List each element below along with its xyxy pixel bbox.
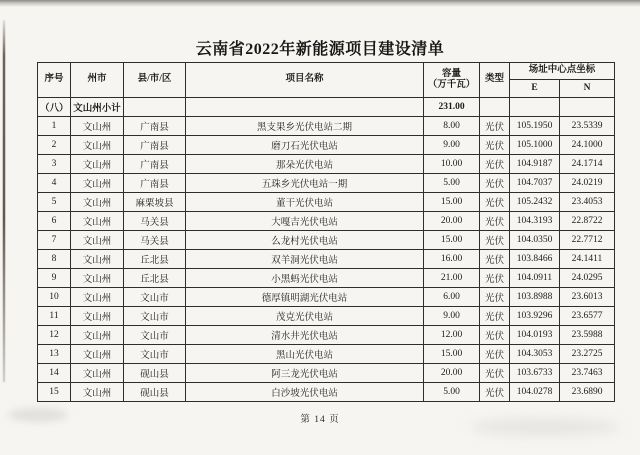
cell-capacity: 5.00 [424,174,480,193]
cell-project-name: 磨刀石光伏电站 [186,136,424,155]
subtotal-east [510,98,560,117]
cell-county: 广南县 [124,174,186,193]
cell-north-coordinate: 23.7463 [560,364,615,383]
cell-prefecture: 文山州 [71,174,124,193]
table-row [38,155,615,174]
cell-type: 光伏 [480,117,510,136]
cell-type: 光伏 [480,136,510,155]
cell-seq: 2 [38,136,71,155]
header-east: E [510,80,560,98]
subtotal-label: 文山州小计 [71,98,124,117]
cell-capacity: 5.00 [424,383,480,402]
cell-project-name: 黑山光伏电站 [186,345,424,364]
cell-prefecture: 文山州 [71,136,124,155]
cell-seq: 15 [38,383,71,402]
cell-north-coordinate: 22.7712 [560,231,615,250]
cell-project-name: 白沙坡光伏电站 [186,383,424,402]
table-row [38,174,615,193]
cell-type: 光伏 [480,193,510,212]
subtotal-type [480,98,510,117]
table-row [38,383,615,402]
subtotal-north [560,98,615,117]
header-capacity-line1: 容量 [441,68,461,79]
subtotal-row [38,98,615,117]
cell-prefecture: 文山州 [71,288,124,307]
cell-county: 麻栗坡县 [124,193,186,212]
cell-prefecture: 文山州 [71,383,124,402]
cell-east-coordinate: 105.1950 [510,117,560,136]
table-row [38,117,615,136]
cell-county: 广南县 [124,117,186,136]
cell-project-name: 德厚镇明湖光伏电站 [186,288,424,307]
cell-north-coordinate: 24.0219 [560,174,615,193]
cell-project-name: 大嘎吉光伏电站 [186,212,424,231]
cell-north-coordinate: 23.5339 [560,117,615,136]
cell-capacity: 9.00 [424,307,480,326]
cell-county: 文山市 [124,288,186,307]
header-coords-group: 场址中心点坐标 [510,63,615,80]
header-north: N [560,80,615,98]
cell-project-name: 五珠乡光伏电站一期 [186,174,424,193]
cell-east-coordinate: 104.0278 [510,383,560,402]
table-row [38,288,615,307]
header-type: 类型 [480,63,510,98]
cell-prefecture: 文山州 [71,117,124,136]
table-row [38,269,615,288]
cell-seq: 10 [38,288,71,307]
subtotal-project [186,98,424,117]
cell-type: 光伏 [480,383,510,402]
cell-east-coordinate: 103.8988 [510,288,560,307]
table-row [38,250,615,269]
subtotal-seq: （八） [38,98,71,117]
table-row [38,231,615,250]
cell-capacity: 15.00 [424,345,480,364]
cell-seq: 5 [38,193,71,212]
cell-seq: 11 [38,307,71,326]
cell-project-name: 清水井光伏电站 [186,326,424,345]
cell-prefecture: 文山州 [71,155,124,174]
cell-north-coordinate: 24.0295 [560,269,615,288]
cell-county: 广南县 [124,136,186,155]
cell-county: 文山市 [124,345,186,364]
cell-project-name: 那朵光伏电站 [186,155,424,174]
cell-type: 光伏 [480,155,510,174]
cell-seq: 14 [38,364,71,383]
cell-county: 丘北县 [124,269,186,288]
cell-east-coordinate: 103.6733 [510,364,560,383]
cell-capacity: 12.00 [424,326,480,345]
scan-top-edge [0,0,640,7]
cell-capacity: 21.00 [424,269,480,288]
cell-north-coordinate: 24.1000 [560,136,615,155]
cell-seq: 6 [38,212,71,231]
cell-project-name: 茂克光伏电站 [186,307,424,326]
cell-east-coordinate: 104.3193 [510,212,560,231]
cell-type: 光伏 [480,364,510,383]
cell-type: 光伏 [480,326,510,345]
subtotal-capacity: 231.00 [424,98,480,117]
cell-prefecture: 文山州 [71,212,124,231]
cell-prefecture: 文山州 [71,231,124,250]
cell-seq: 3 [38,155,71,174]
header-prefecture: 州市 [71,63,124,98]
header-county: 县/市/区 [124,63,186,98]
table-row [38,345,615,364]
cell-north-coordinate: 24.1411 [560,250,615,269]
cell-county: 马关县 [124,231,186,250]
cell-north-coordinate: 23.2725 [560,345,615,364]
cell-seq: 1 [38,117,71,136]
cell-capacity: 15.00 [424,231,480,250]
cell-project-name: 阿三龙光伏电站 [186,364,424,383]
cell-east-coordinate: 104.7037 [510,174,560,193]
cell-type: 光伏 [480,174,510,193]
cell-north-coordinate: 23.6890 [560,383,615,402]
table-header [38,63,615,98]
cell-seq: 8 [38,250,71,269]
table-row [38,212,615,231]
cell-east-coordinate: 104.9187 [510,155,560,174]
cell-north-coordinate: 23.6577 [560,307,615,326]
cell-type: 光伏 [480,345,510,364]
cell-seq: 7 [38,231,71,250]
cell-capacity: 9.00 [424,136,480,155]
header-capacity [424,63,480,98]
cell-prefecture: 文山州 [71,326,124,345]
cell-prefecture: 文山州 [71,364,124,383]
cell-prefecture: 文山州 [71,345,124,364]
cell-seq: 4 [38,174,71,193]
cell-north-coordinate: 23.5988 [560,326,615,345]
cell-type: 光伏 [480,212,510,231]
cell-seq: 13 [38,345,71,364]
cell-prefecture: 文山州 [71,269,124,288]
cell-prefecture: 文山州 [71,250,124,269]
table-row [38,193,615,212]
cell-east-coordinate: 104.0350 [510,231,560,250]
cell-seq: 9 [38,269,71,288]
cell-prefecture: 文山州 [71,193,124,212]
scan-left-edge [3,20,5,382]
header-seq: 序号 [38,63,71,98]
cell-project-name: 小黑蚂光伏电站 [186,269,424,288]
table-row [38,326,615,345]
cell-east-coordinate: 104.0911 [510,269,560,288]
cell-capacity: 15.00 [424,193,480,212]
cell-prefecture: 文山州 [71,307,124,326]
cell-north-coordinate: 24.1714 [560,155,615,174]
cell-county: 砚山县 [124,364,186,383]
page-title: 云南省2022年新能源项目建设清单 [195,41,445,58]
cell-capacity: 20.00 [424,212,480,231]
cell-capacity: 10.00 [424,155,480,174]
cell-county: 马关县 [124,212,186,231]
projects-table [37,62,615,402]
cell-north-coordinate: 23.6013 [560,288,615,307]
cell-type: 光伏 [480,288,510,307]
cell-capacity: 8.00 [424,117,480,136]
cell-east-coordinate: 103.9296 [510,307,560,326]
cell-county: 文山市 [124,307,186,326]
cell-east-coordinate: 105.1000 [510,136,560,155]
cell-project-name: 董干光伏电站 [186,193,424,212]
cell-capacity: 16.00 [424,250,480,269]
cell-north-coordinate: 22.8722 [560,212,615,231]
cell-east-coordinate: 104.0193 [510,326,560,345]
page-number: 第 14 页 [300,415,340,425]
cell-project-name: 黑支果乡光伏电站二期 [186,117,424,136]
cell-project-name: 双羊洞光伏电站 [186,250,424,269]
header-project: 项目名称 [186,63,424,98]
table-body [38,98,615,402]
cell-project-name: 么龙村光伏电站 [186,231,424,250]
cell-county: 文山市 [124,326,186,345]
cell-east-coordinate: 105.2432 [510,193,560,212]
cell-east-coordinate: 103.8466 [510,250,560,269]
table-row [38,364,615,383]
table-row [38,307,615,326]
header-capacity-line2: （万千瓦） [427,80,476,90]
cell-type: 光伏 [480,250,510,269]
cell-east-coordinate: 104.3053 [510,345,560,364]
table-row [38,136,615,155]
cell-type: 光伏 [480,269,510,288]
cell-type: 光伏 [480,231,510,250]
cell-county: 丘北县 [124,250,186,269]
cell-seq: 12 [38,326,71,345]
cell-county: 砚山县 [124,383,186,402]
subtotal-county [124,98,186,117]
cell-north-coordinate: 23.4053 [560,193,615,212]
cell-county: 广南县 [124,155,186,174]
cell-capacity: 20.00 [424,364,480,383]
cell-type: 光伏 [480,307,510,326]
cell-capacity: 6.00 [424,288,480,307]
